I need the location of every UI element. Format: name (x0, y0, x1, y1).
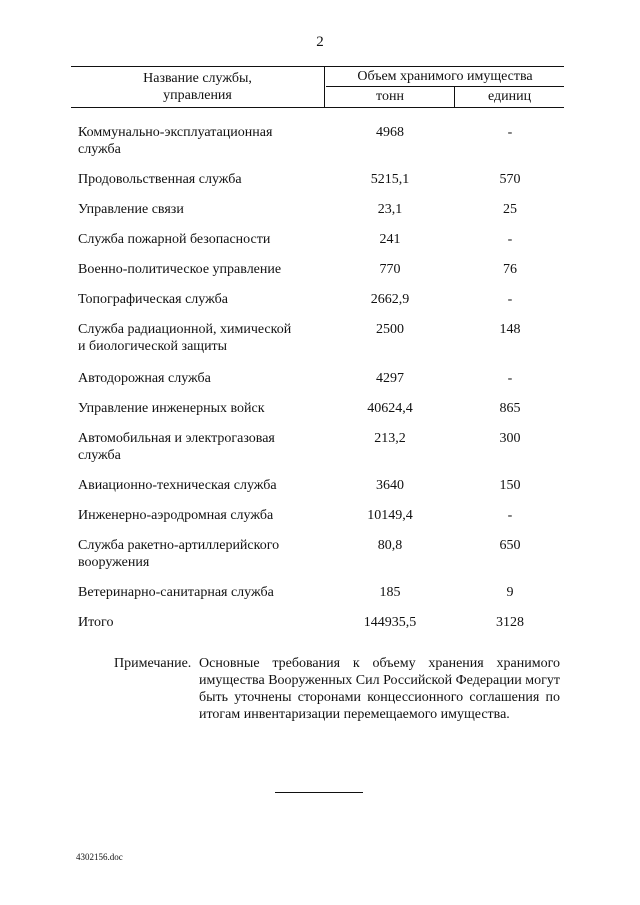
row-units: - (507, 508, 513, 523)
row-service-name: Служба пожарной безопасности (78, 232, 271, 247)
row-units: - (507, 292, 513, 307)
page-number: 2 (316, 34, 324, 50)
row-tons: 2500 (376, 322, 404, 337)
header-tons: тонн (326, 87, 455, 107)
row-units: - (507, 125, 513, 140)
row-tons: 40624,4 (367, 401, 413, 416)
row-tons: 80,8 (377, 538, 403, 553)
row-units: 650 (499, 538, 521, 553)
row-tons: 3640 (376, 478, 404, 493)
row-units: 865 (499, 401, 521, 416)
row-service-name: Инженерно-аэродромная служба (78, 508, 274, 523)
row-units: 148 (499, 322, 521, 337)
row-tons: 213,2 (374, 431, 406, 446)
header-service-name-line2: управления (163, 88, 232, 103)
row-tons: 144935,5 (363, 615, 417, 630)
row-service-name: Авиационно-техническая служба (78, 478, 277, 493)
header-service-name (71, 67, 325, 107)
row-service-name: Автомобильная и электрогазовая служба (78, 431, 275, 463)
row-service-name: Ветеринарно-санитарная служба (78, 585, 274, 600)
row-service-name: Управление связи (78, 202, 184, 217)
row-service-name: Служба радиационной, химической и биологической защиты (78, 322, 292, 354)
row-service-name: Управление инженерных войск (78, 401, 265, 416)
row-units: - (507, 371, 513, 386)
closing-rule (275, 792, 363, 793)
row-tons: 185 (379, 585, 401, 600)
row-service-name: Итого (78, 615, 114, 630)
row-units: 300 (499, 431, 521, 446)
table-header (71, 66, 564, 108)
header-service-name-line1: Название службы, (143, 71, 252, 86)
row-service-name: Служба ракетно-артиллерийского вооружения (78, 538, 280, 570)
row-units: 570 (499, 172, 521, 187)
row-tons: 4968 (376, 125, 404, 140)
header-units: единиц (487, 89, 532, 104)
row-tons: 770 (379, 262, 401, 277)
document-filename: 4302156.doc (76, 852, 123, 862)
row-units: 76 (503, 262, 517, 277)
row-units: 9 (506, 585, 514, 600)
row-units: 150 (499, 478, 521, 493)
row-service-name: Военно-политическое управление (78, 262, 282, 277)
row-tons: 241 (379, 232, 401, 247)
row-units: - (507, 232, 513, 247)
row-tons: 5215,1 (370, 172, 410, 187)
row-service-name: Продовольственная служба (78, 172, 242, 187)
row-units: 25 (503, 202, 517, 217)
row-tons: 2662,9 (370, 292, 410, 307)
row-tons: 10149,4 (367, 508, 413, 523)
note-label: Примечание. (114, 656, 192, 671)
row-service-name: Автодорожная служба (78, 371, 211, 386)
row-service-name: Топографическая служба (78, 292, 228, 307)
row-tons: 4297 (376, 371, 404, 386)
row-units: 3128 (496, 615, 524, 630)
row-service-name: Коммунально-эксплуатационная служба (78, 125, 273, 157)
row-tons: 23,1 (377, 202, 403, 217)
note-text: Основные требования к объему хранения хранимого имущества Вооруженных Сил Российской Федерации могут быть уточнены сторонами концессионного соглашения по итогам инвентаризации перемещаемого имущества. (199, 656, 560, 722)
header-storage-volume: Объем хранимого имущества (326, 67, 564, 87)
